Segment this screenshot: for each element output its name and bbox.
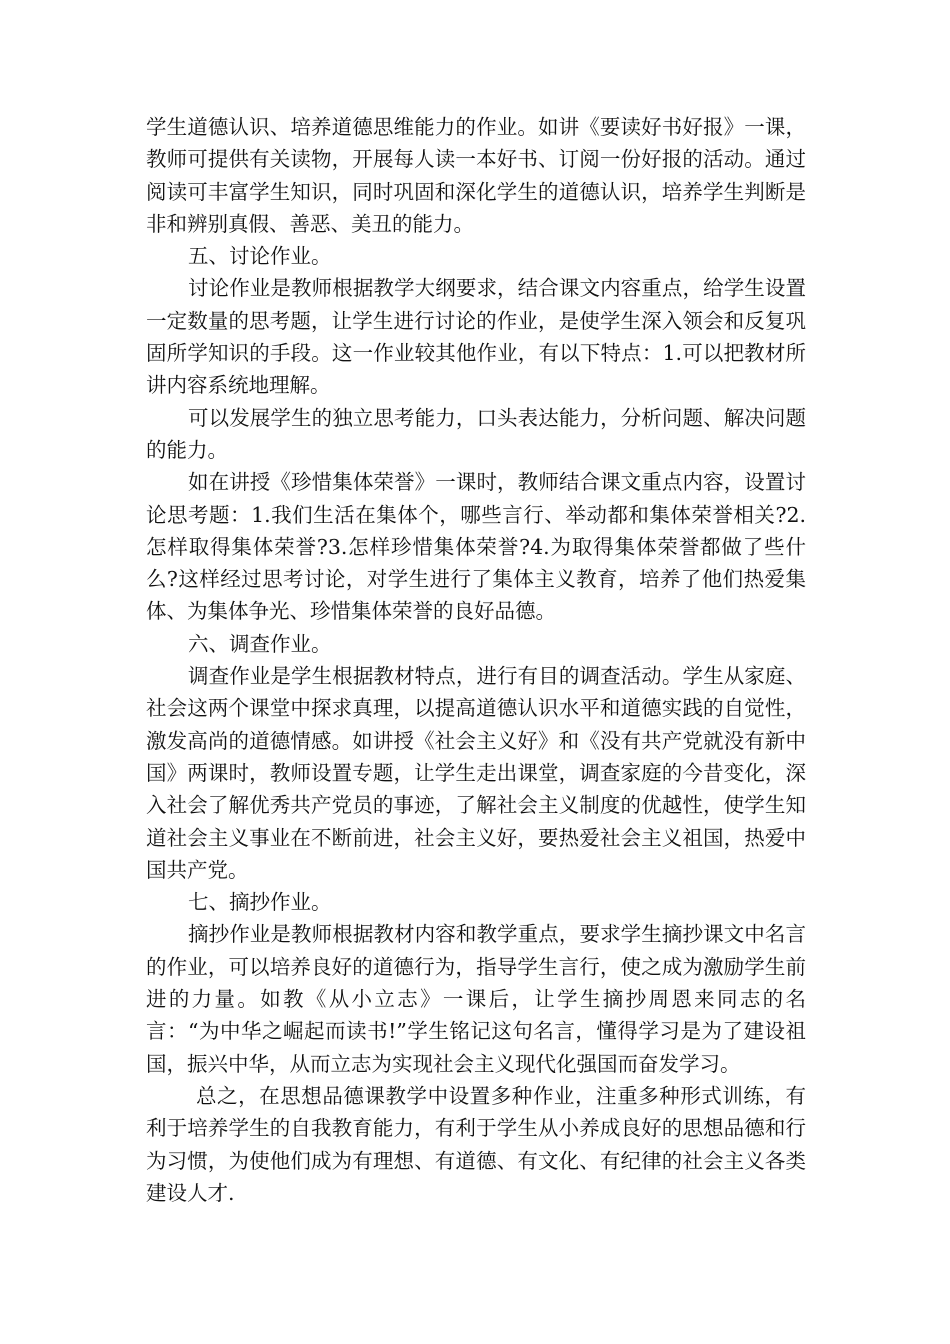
- section-heading-survey: 六、调查作业。: [188, 631, 332, 656]
- paragraph-conclusion: 总之，在思想品德课教学中设置多种作业，注重多种形式训练，有利于培养学生的自我教育能力，有利于学生从小养成良好的思想品德和行为习惯，为使他们成为有理想、有道德、有文化、有纪律的社会主义各类建设人才.: [146, 1083, 806, 1205]
- paragraph-survey: 调查作业是学生根据教材特点，进行有目的调查活动。学生从家庭、社会这两个课堂中探求真理，以提高道德认识水平和道德实践的自觉性，激发高尚的道德情感。如讲授《社会主义好》和《没有共产党就没有新中国》两课时，教师设置专题，让学生走出课堂，调查家庭的今昔变化，深入社会了解优秀共产党员的事迹，了解社会主义制度的优越性，使学生知道社会主义事业在不断前进，社会主义好，要热爱社会主义祖国，热爱中国共产党。: [146, 664, 806, 882]
- document-body: [146, 111, 806, 1209]
- paragraph-discussion: 讨论作业是教师根据教学大纲要求，结合课文内容重点，给学生设置一定数量的思考题，让学生进行讨论的作业，是使学生深入领会和反复巩固所学知识的手段。这一作业较其他作业，有以下特点：1.可以把教材所讲内容系统地理解。: [146, 276, 806, 398]
- section-heading-discussion: 五、讨论作业。: [188, 244, 332, 269]
- paragraph-excerpt: 摘抄作业是教师根据教材内容和教学重点，要求学生摘抄课文中名言的作业，可以培养良好的道德行为，指导学生言行，使之成为激励学生前进的力量。如教《从小立志》一课后，让学生摘抄周恩来同志的名言：“为中华之崛起而读书!”学生铭记这句名言，懂得学习是为了建设祖国，振兴中华，从而立志为实现社会主义现代化强国而奋发学习。: [146, 922, 806, 1076]
- paragraph-intro: 学生道德认识、培养道德思维能力的作业。如讲《要读好书好报》一课，教师可提供有关读物，开展每人读一本好书、订阅一份好报的活动。通过阅读可丰富学生知识，同时巩固和深化学生的道德认识，培养学生判断是非和辨别真假、善恶、美丑的能力。: [146, 115, 806, 236]
- paragraph-discussion-ability: 可以发展学生的独立思考能力，口头表达能力，分析问题、解决问题的能力。: [146, 405, 806, 462]
- paragraph-discussion-example: 如在讲授《珍惜集体荣誉》一课时，教师结合课文重点内容，设置讨论思考题：1.我们生活在集体个，哪些言行、举动都和集体荣誉相关?2.怎样取得集体荣誉?3.怎样珍惜集体荣誉?4.为取得集体荣誉都做了些什么?这样经过思考讨论，对学生进行了集体主义教育，培养了他们热爱集体、为集体争光、珍惜集体荣誉的良好品德。: [146, 470, 806, 624]
- section-heading-excerpt: 七、摘抄作业。: [188, 890, 332, 915]
